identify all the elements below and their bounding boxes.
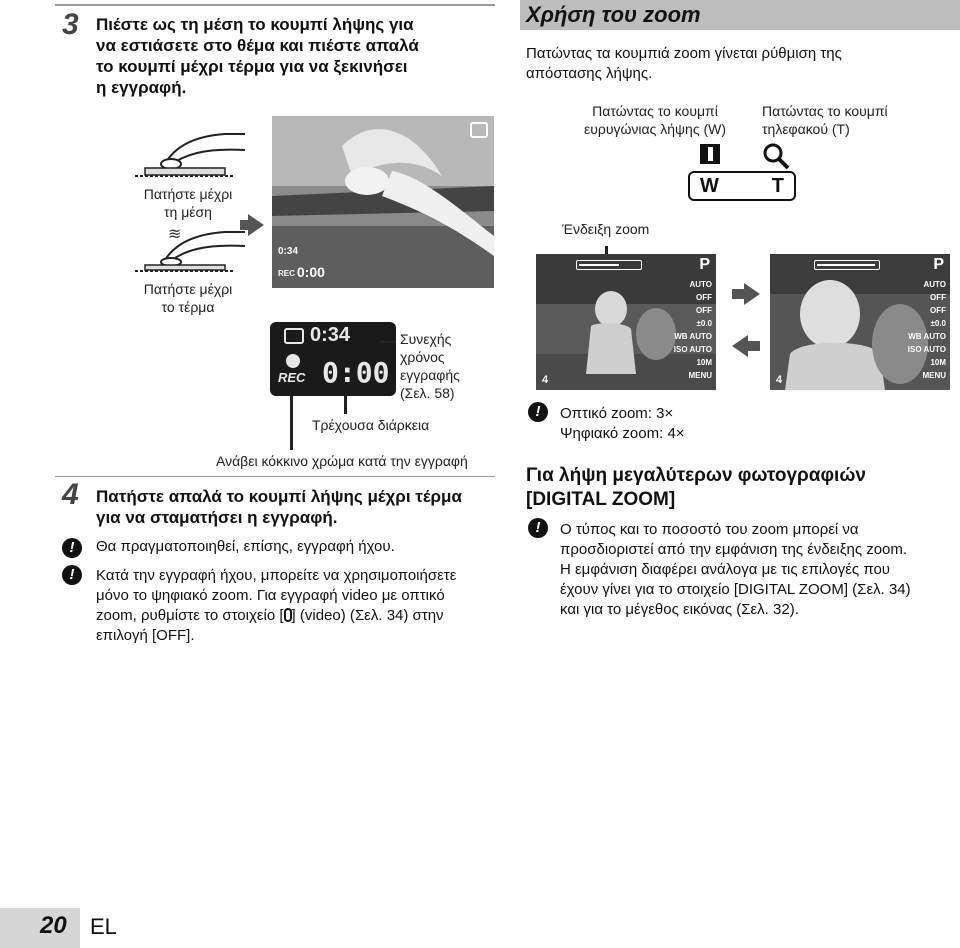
zoom-wide-photo — [536, 254, 716, 390]
note-audio: Θα πραγματοποιηθεί, επίσης, εγγραφή ήχου. — [96, 538, 395, 555]
zoom-t-label: T — [771, 175, 784, 197]
callout-line-remaining — [380, 341, 396, 343]
magnifier-icon — [762, 142, 790, 170]
mode-p-indicator: P — [933, 256, 944, 273]
zoom-lever[interactable] — [688, 171, 796, 201]
full-press-finger-illustration — [135, 226, 245, 274]
step-4-number: 4 — [62, 478, 79, 511]
callout-rec-text: Ανάβει κόκκινο χρώμα κατά την εγγραφή — [216, 453, 468, 469]
callout-line-elapsed — [344, 396, 347, 414]
divider-left — [55, 476, 495, 477]
callout-line-rec — [290, 396, 293, 450]
arrow-right-icon — [732, 283, 760, 305]
zoom-indicator-bar — [576, 260, 642, 270]
half-press-finger-illustration — [135, 128, 245, 180]
zoom-section-title: Χρήση του zoom — [526, 2, 701, 27]
caution-icon: ! — [528, 518, 548, 538]
half-press-label: Πατήστε μέχρι τη μέση — [143, 186, 233, 220]
tele-button-caption: Πατώντας το κουμπί τηλεφακού (T) — [762, 103, 888, 137]
callout-elapsed-text: Τρέχουσα διάρκεια — [312, 417, 430, 433]
movie-screen-photo — [272, 116, 494, 288]
arrow-right-icon — [240, 214, 264, 236]
shots-remaining: 4 — [542, 374, 549, 386]
zoom-indicator-label: Ένδειξη zoom — [562, 221, 650, 237]
caution-icon: ! — [62, 538, 82, 558]
screen-elapsed: REC 0:00 — [278, 264, 325, 280]
shots-remaining: 4 — [776, 374, 783, 386]
movie-icon — [284, 328, 304, 344]
arrow-left-icon — [732, 335, 760, 357]
zoom-w-label: W — [700, 175, 719, 197]
microphone-icon — [284, 608, 292, 622]
note-zoom-audio: Κατά την εγγραφή ήχου, μπορείτε να χρησιμοποιήσετε μόνο το ψηφιακό zoom. Για εγγραφή video με οπτικό zoom, ρυθμίστε το στοιχείο [ ] (video) (Σελ. 34) στην επιλογή [OFF]. — [96, 567, 457, 644]
bird-photo — [272, 116, 494, 288]
rec-dot-icon — [286, 354, 300, 368]
caution-icon: ! — [62, 565, 82, 585]
zoom-specs: Οπτικό zoom: 3× Ψηφιακό zoom: 4× — [560, 405, 685, 442]
press-down-icon: ≋ — [168, 226, 182, 243]
page-number: 20 — [40, 912, 67, 939]
movie-mode-icon — [470, 122, 488, 138]
wide-button-caption: Πατώντας το κουμπί ευρυγώνιας λήψης (W) — [583, 103, 727, 137]
elapsed-time-value: 0:00 — [322, 356, 390, 389]
step-4-text: Πατήστε απαλά το κουμπί λήψης μέχρι τέρμα για να σταματήσει η εγγραφή. — [96, 487, 462, 527]
rec-label: REC — [278, 370, 306, 385]
zoom-tele-photo — [770, 254, 950, 390]
screen-time-remaining: 0:34 — [278, 246, 299, 257]
step-3-number: 3 — [62, 8, 79, 41]
zoom-intro: Πατώντας τα κουμπιά zoom γίνεται ρύθμιση της απόστασης λήψης. — [526, 45, 842, 82]
recording-info-box — [270, 322, 396, 396]
digital-zoom-body: Ο τύπος και το ποσοστό του zoom μπορεί να προσδιοριστεί από την εμφάνιση της ένδειξης zoom. Η εμφάνιση διαφέρει ανάλογα με τις επιλογές που έχουν γίνει για το στοιχείο [DIGITAL ZOOM] (Σελ. 34) και για το μέγεθος εικόνας (Σελ. 32). — [560, 521, 911, 618]
caution-icon: ! — [528, 402, 548, 422]
wide-angle-icon — [700, 144, 720, 164]
zoom-indicator-bar — [814, 260, 880, 270]
top-rule-left — [55, 4, 495, 6]
step-3-text: Πιέστε ως τη μέση το κουμπί λήψης για να εστιάσετε στο θέμα και πιέστε απαλά το κουμπί μέχρι τέρμα για να ξεκινήσει η εγγραφή. — [96, 15, 419, 97]
mode-p-indicator: P — [699, 256, 710, 273]
callout-remaining-text: Συνεχής χρόνος εγγραφής (Σελ. 58) — [400, 331, 460, 401]
remaining-time-value: 0:34 — [310, 324, 351, 346]
settings-icon-column: AUTO OFF OFF ±0.0 WB AUTO ISO AUTO 10M MENU — [907, 280, 946, 380]
digital-zoom-section-title: Για λήψη μεγαλύτερων φωτογραφιών [DIGITAL ZOOM] — [526, 465, 866, 510]
full-press-label: Πατήστε μέχρι το τέρμα — [143, 281, 233, 315]
settings-icon-column: AUTO OFF OFF ±0.0 WB AUTO ISO AUTO 10M MENU — [673, 280, 712, 380]
language-code: EL — [90, 914, 117, 939]
